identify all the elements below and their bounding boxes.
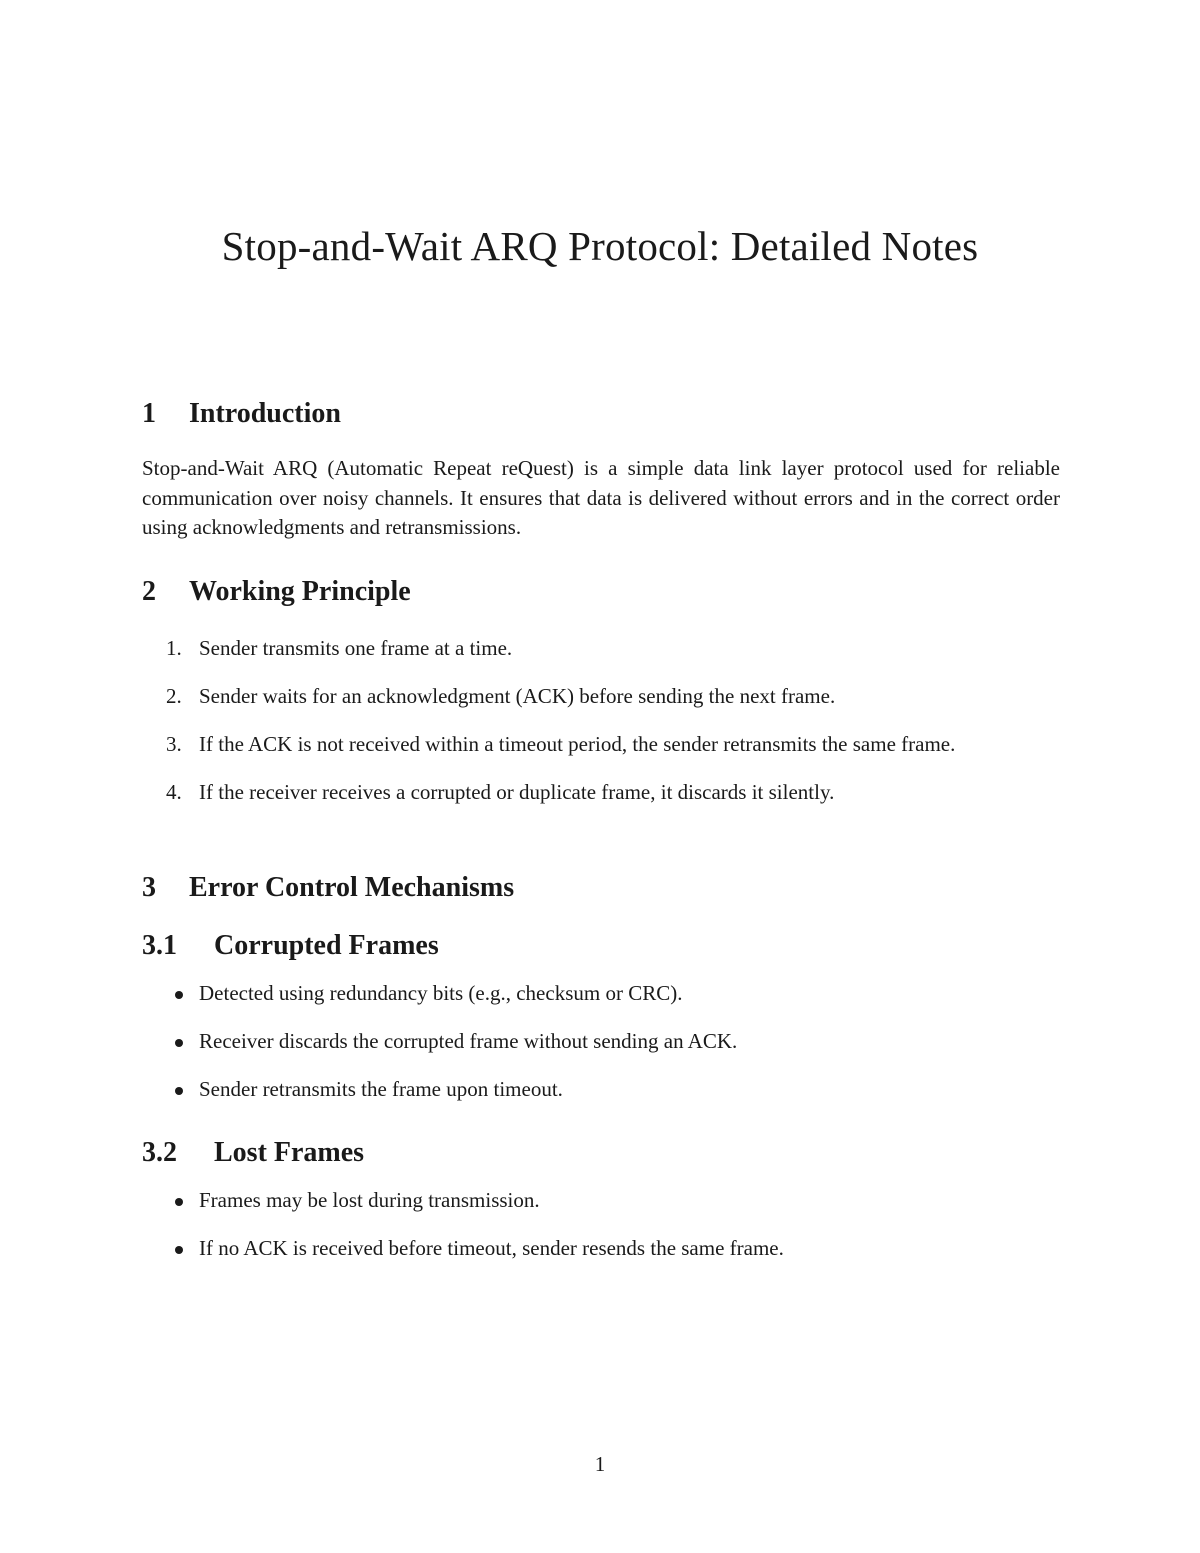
introduction-paragraph: Stop-and-Wait ARQ (Automatic Repeat reQuest) is a simple data link layer protocol used for reliable communication over noisy channels. It ensures that data is delivered without errors and in the correct order using acknowledgments and retransmissions. xyxy=(142,456,1060,539)
list-item-text: Receiver discards the corrupted frame without sending an ACK. xyxy=(199,1029,738,1053)
subsection-number: 3.2 xyxy=(142,1137,177,1168)
list-item xyxy=(142,634,1060,663)
document-title: Stop-and-Wait ARQ Protocol: Detailed Notes xyxy=(221,223,979,269)
bullet-icon xyxy=(175,1087,183,1095)
list-item-number: 1. xyxy=(166,636,182,660)
lost-frames-list xyxy=(142,1186,1060,1263)
list-item-text: Sender retransmits the frame upon timeout. xyxy=(199,1077,563,1101)
bullet-icon xyxy=(175,991,183,999)
list-item xyxy=(142,778,1060,807)
subsection-title: Corrupted Frames xyxy=(214,930,439,961)
list-item-text: Sender transmits one frame at a time. xyxy=(199,636,513,660)
bullet-icon xyxy=(175,1039,183,1047)
subsection-number: 3.1 xyxy=(142,930,177,961)
section-title: Error Control Mechanisms xyxy=(189,872,515,903)
section-number: 2 xyxy=(142,576,156,607)
section-number: 1 xyxy=(142,398,156,429)
list-item-text: Sender waits for an acknowledgment (ACK) before sending the next frame. xyxy=(199,684,836,708)
corrupted-frames-list xyxy=(142,979,1060,1104)
section-heading-working-principle xyxy=(142,576,411,608)
list-item-text: If no ACK is received before timeout, sender resends the same frame. xyxy=(199,1236,784,1260)
list-item xyxy=(142,1186,1060,1215)
list-item xyxy=(142,979,1060,1008)
subsection-heading-corrupted-frames xyxy=(142,930,439,962)
list-item-number: 2. xyxy=(166,684,182,708)
section-title: Introduction xyxy=(189,398,341,429)
section-number: 3 xyxy=(142,872,156,903)
list-item-text: Detected using redundancy bits (e.g., checksum or CRC). xyxy=(199,981,683,1005)
bullet-icon xyxy=(175,1198,183,1206)
section-heading-error-control xyxy=(142,872,514,904)
list-item xyxy=(142,1027,1060,1056)
list-item-number: 3. xyxy=(166,732,182,756)
section-heading-introduction xyxy=(142,398,341,430)
list-item xyxy=(142,730,1060,759)
list-item xyxy=(142,1234,1060,1263)
list-item xyxy=(142,682,1060,711)
list-item-text: Frames may be lost during transmission. xyxy=(199,1188,540,1212)
list-item-text: If the ACK is not received within a timeout period, the sender retransmits the same frame. xyxy=(199,732,956,756)
page-number: 1 xyxy=(594,1452,606,1476)
subsection-title: Lost Frames xyxy=(214,1137,365,1168)
bullet-icon xyxy=(175,1246,183,1254)
subsection-heading-lost-frames xyxy=(142,1137,364,1169)
list-item-text: If the receiver receives a corrupted or duplicate frame, it discards it silently. xyxy=(199,780,835,804)
section-title: Working Principle xyxy=(189,576,411,607)
list-item-number: 4. xyxy=(166,780,182,804)
working-principle-list xyxy=(142,634,1060,807)
list-item xyxy=(142,1075,1060,1104)
